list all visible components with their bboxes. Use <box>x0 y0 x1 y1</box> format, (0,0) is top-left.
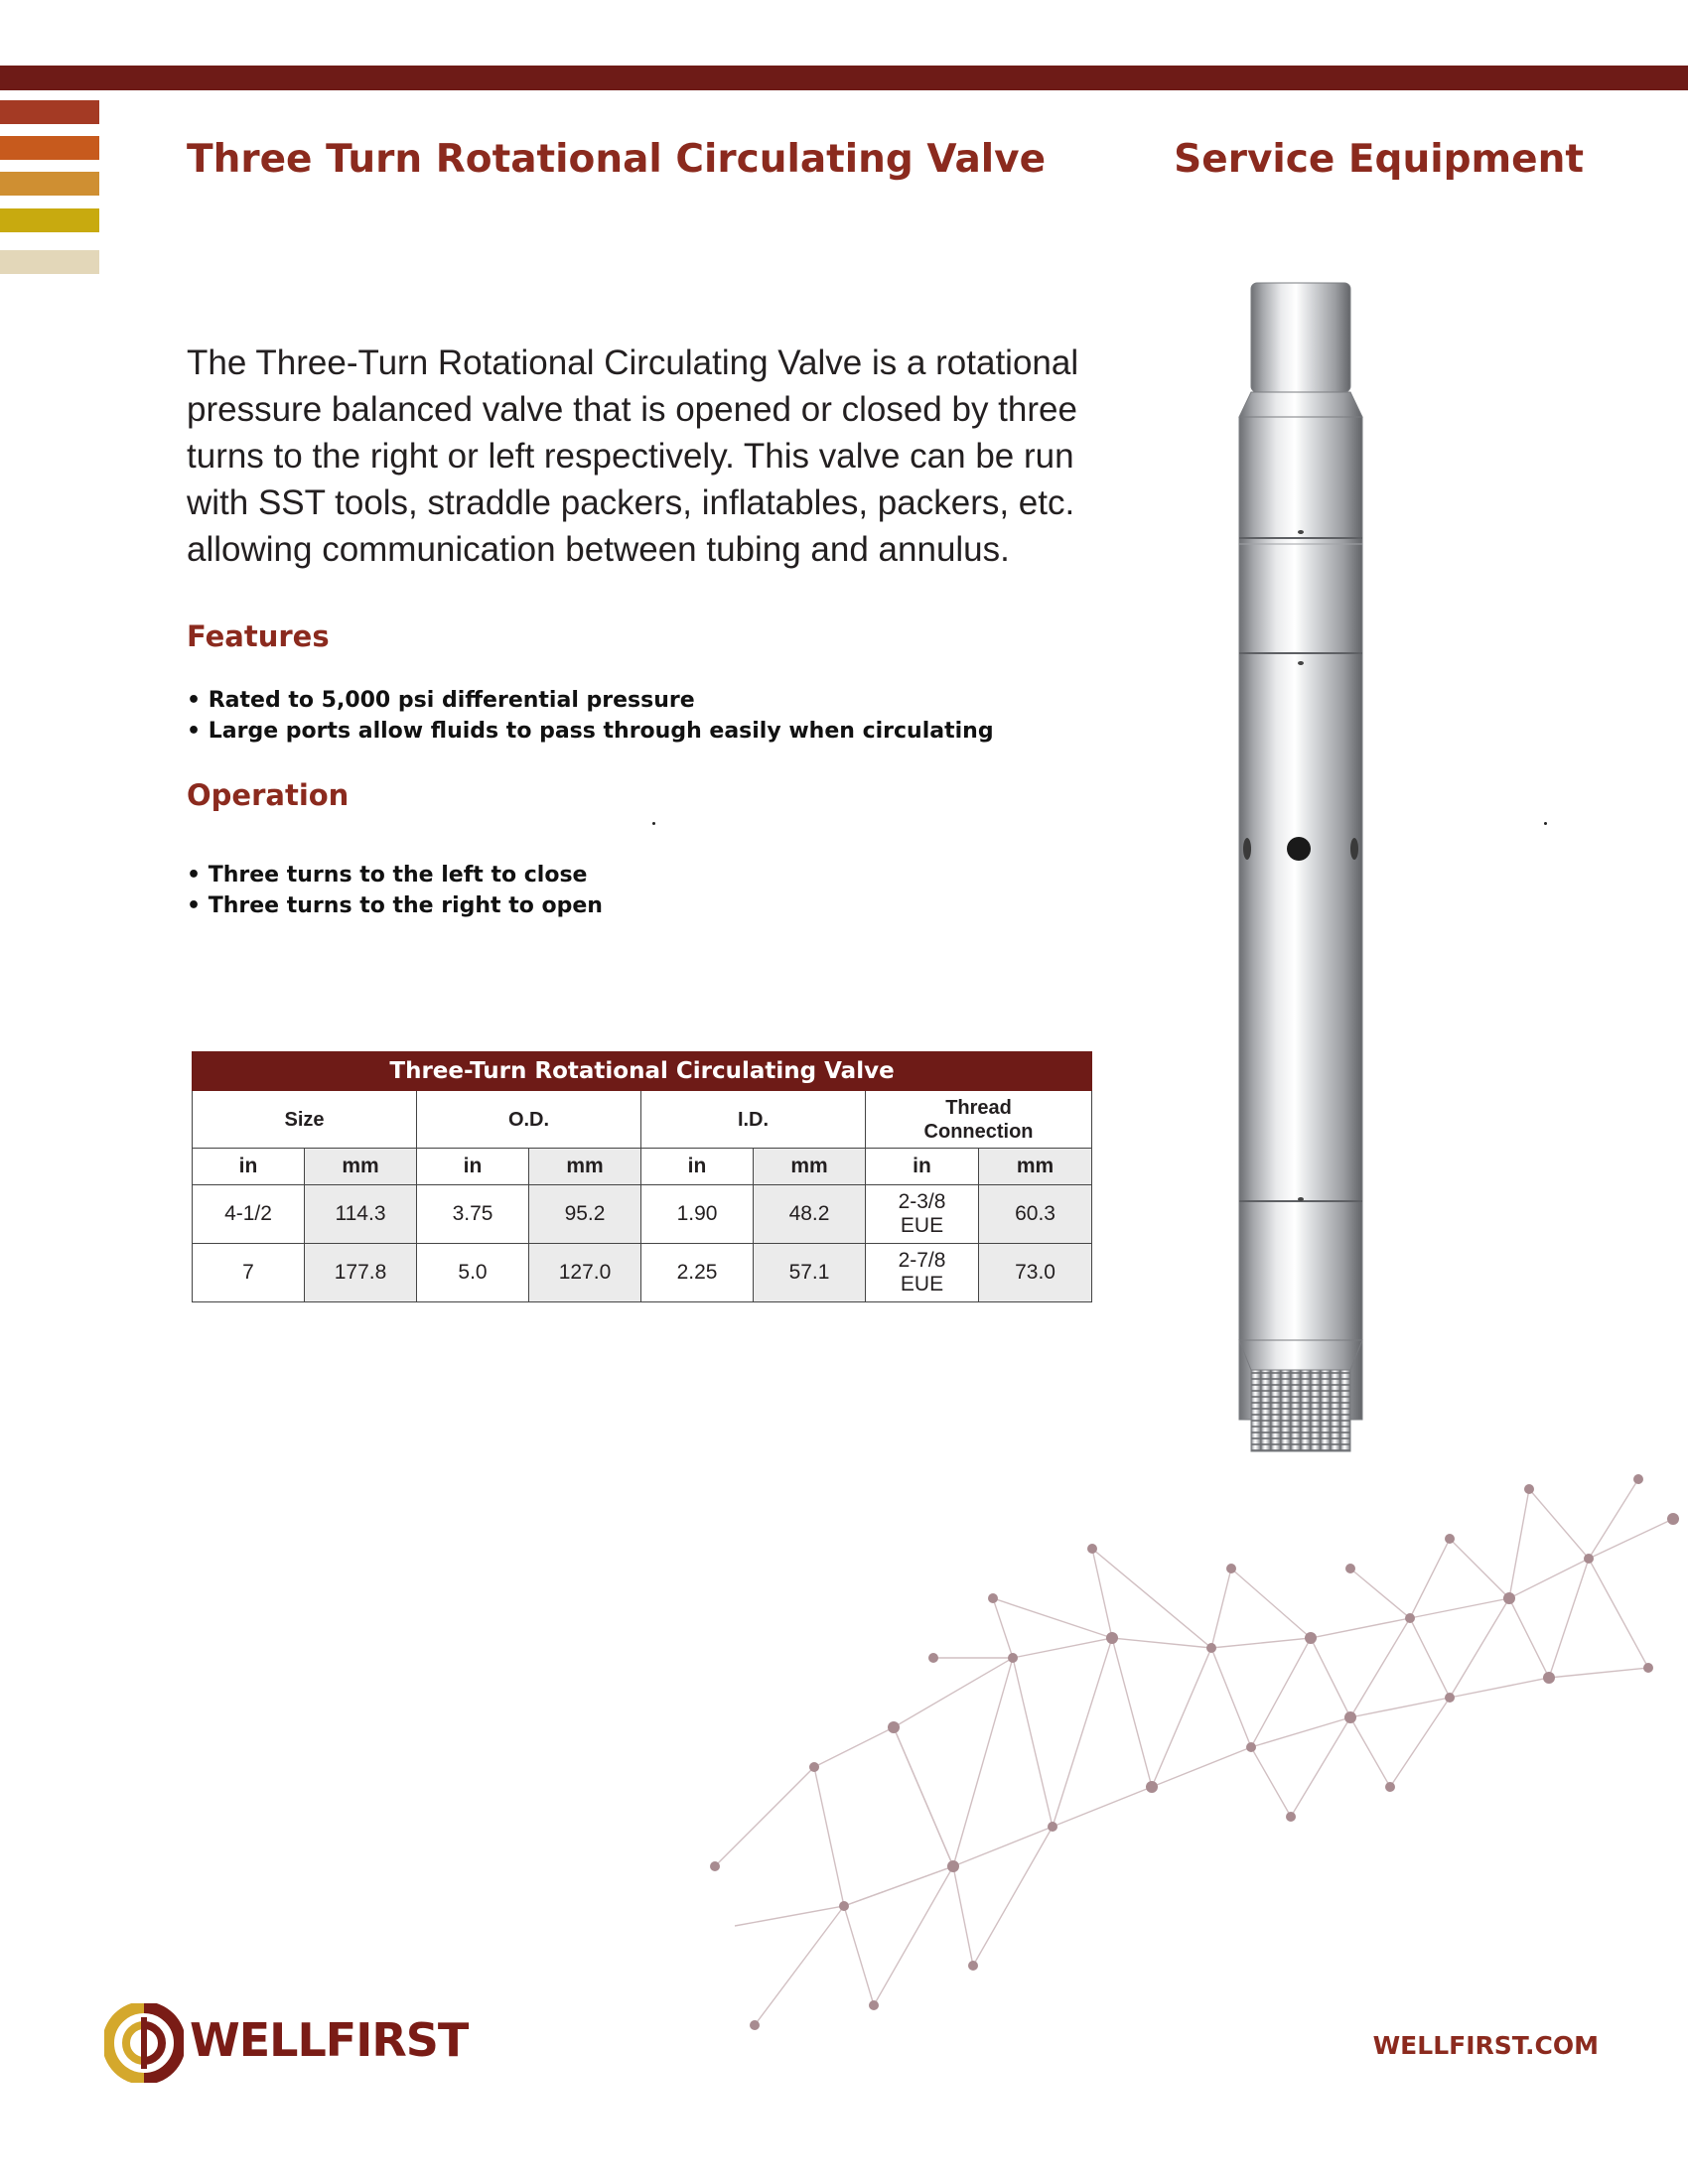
col-group-id: I.D. <box>641 1091 866 1149</box>
features-heading: Features <box>187 619 330 653</box>
operation-list <box>187 860 603 921</box>
col-group-od: O.D. <box>417 1091 641 1149</box>
table-cell: 177.8 <box>305 1244 417 1302</box>
header-bar <box>0 66 1688 90</box>
unit-header: in <box>417 1149 529 1185</box>
intro-paragraph: The Three-Turn Rotational Circulating Valve is a rotational pressure balanced valve that is opened or closed by three turns to the right or left respectively. This valve can be run with SST tools, straddle packers, inflatables, packers, etc. allowing communication between tubing and annulus. <box>187 343 1079 569</box>
unit-header: mm <box>305 1149 417 1185</box>
logo-wordmark: WELLFIRST <box>190 2013 469 2067</box>
operation-heading: Operation <box>187 778 350 812</box>
col-group-size: Size <box>193 1091 417 1149</box>
table-cell: 1.90 <box>641 1185 754 1244</box>
table-cell: 127.0 <box>529 1244 641 1302</box>
table-cell: 60.3 <box>979 1185 1092 1244</box>
page-title: Three Turn Rotational Circulating Valve <box>187 137 1047 182</box>
operation-item: • Three turns to the left to close <box>187 860 603 890</box>
accent-stripe-2 <box>0 136 99 160</box>
feature-item: • Large ports allow fluids to pass through easily when circulating <box>187 716 994 747</box>
unit-header: in <box>193 1149 305 1185</box>
thread-value: 2-3/8 EUE <box>898 1190 946 1237</box>
table-cell: 73.0 <box>979 1244 1092 1302</box>
table-cell <box>866 1244 979 1302</box>
table-cell: 57.1 <box>754 1244 866 1302</box>
spec-table <box>192 1051 1092 1302</box>
table-row <box>193 1244 1092 1302</box>
feature-item: • Rated to 5,000 psi differential pressure <box>187 685 994 716</box>
table-cell: 7 <box>193 1244 305 1302</box>
table-cell: 5.0 <box>417 1244 529 1302</box>
wellfirst-logo-mark <box>104 2003 184 2083</box>
table-cell: 2.25 <box>641 1244 754 1302</box>
accent-stripe-3 <box>0 172 99 196</box>
table-cell: 3.75 <box>417 1185 529 1244</box>
table-cell: 95.2 <box>529 1185 641 1244</box>
thread-value: 2-7/8 EUE <box>898 1249 946 1296</box>
unit-header: in <box>641 1149 754 1185</box>
unit-header: mm <box>529 1149 641 1185</box>
accent-stripe-5 <box>0 250 99 274</box>
thread-connection-label: Thread Connection <box>923 1096 1034 1143</box>
unit-header: mm <box>979 1149 1092 1185</box>
col-group-thread <box>866 1091 1092 1149</box>
operation-item: • Three turns to the right to open <box>187 890 603 921</box>
wellfirst-logo <box>104 2003 621 2083</box>
table-cell <box>866 1185 979 1244</box>
stray-dot <box>652 822 655 825</box>
circulating-valve-tool-photo <box>1211 278 1390 1469</box>
network-graphic <box>695 1449 1688 2065</box>
features-list <box>187 685 994 747</box>
category-title: Service Equipment <box>1174 137 1584 182</box>
table-row <box>193 1185 1092 1244</box>
website-link[interactable]: WELLFIRST.COM <box>1372 2031 1599 2060</box>
spec-table-caption: Three-Turn Rotational Circulating Valve <box>193 1052 1092 1091</box>
table-cell: 4-1/2 <box>193 1185 305 1244</box>
accent-stripe-4 <box>0 208 99 232</box>
accent-stripe-1 <box>0 100 99 124</box>
stray-dot <box>1544 822 1547 825</box>
table-cell: 114.3 <box>305 1185 417 1244</box>
unit-header: in <box>866 1149 979 1185</box>
table-cell: 48.2 <box>754 1185 866 1244</box>
unit-header: mm <box>754 1149 866 1185</box>
